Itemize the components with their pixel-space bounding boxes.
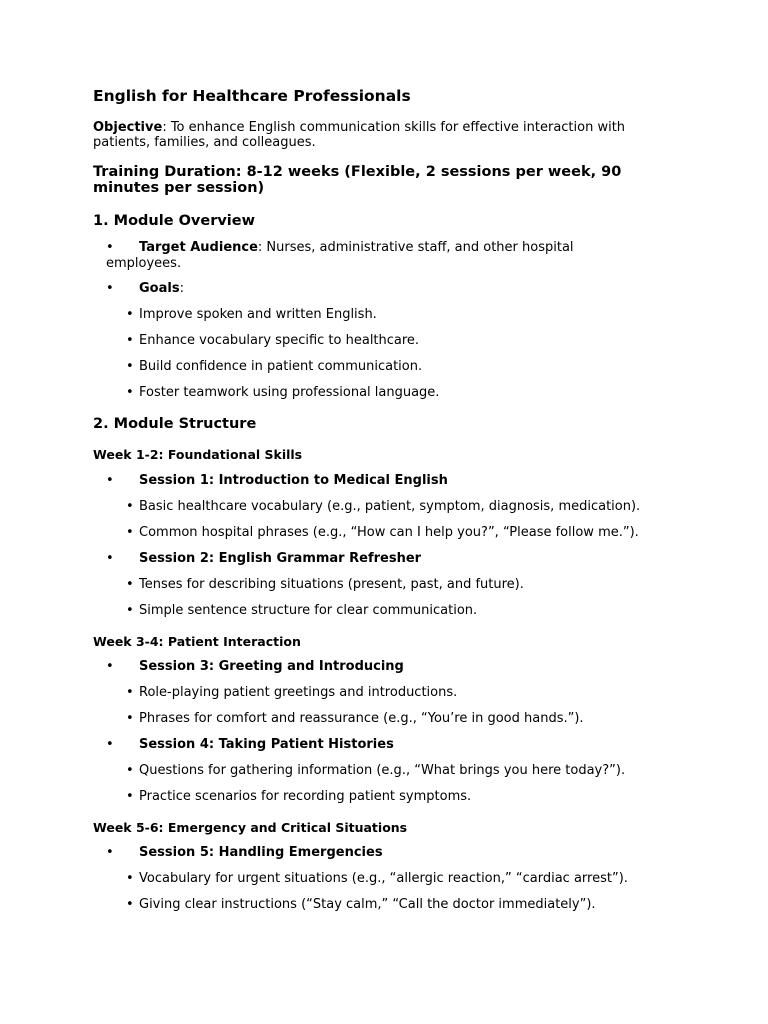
session-title: Session 5: Handling Emergencies [139,845,383,860]
session-item: Tenses for describing situations (present, past, and future). [139,577,524,592]
session-item: Giving clear instructions (“Stay calm,” “Call the doctor immediately”). [139,897,596,912]
session-title: Session 1: Introduction to Medical English [139,473,448,488]
goal-item: Enhance vocabulary specific to healthcare. [139,333,420,348]
session-item: Phrases for comfort and reassurance (e.g., “You’re in good hands.”). [139,711,584,726]
sub-bullet-icon: • [126,871,134,886]
objective-label: Objective [93,120,163,135]
sub-bullet-icon: • [126,307,134,322]
overview-heading: 1. Module Overview [93,213,256,229]
session-item: Role-playing patient greetings and introductions. [139,685,458,700]
goal-item: Foster teamwork using professional language. [139,385,440,400]
session-title: Session 2: English Grammar Refresher [139,551,422,566]
bullet-icon: • [106,551,114,566]
bullet-icon: • [106,240,114,255]
session-item: Practice scenarios for recording patient symptoms. [139,789,472,804]
target-audience-line-2: employees. [106,256,182,271]
goals-line [139,281,184,296]
objective-line-1 [93,120,625,135]
objective-text-1: : To enhance English communication skills for effective interaction with [162,120,626,135]
bullet-icon: • [106,737,114,752]
target-audience-line-1 [139,240,574,255]
sub-bullet-icon: • [126,333,134,348]
bullet-icon: • [106,281,114,296]
session-title: Session 3: Greeting and Introducing [139,659,404,674]
bullet-icon: • [106,659,114,674]
week-heading: Week 1-2: Foundational Skills [93,447,303,462]
duration-line-1: Training Duration: 8-12 weeks (Flexible, 2 sessions per week, 90 [93,164,622,180]
session-item: Common hospital phrases (e.g., “How can I help you?”, “Please follow me.”). [139,525,639,540]
goals-label: Goals [139,281,180,296]
duration-line-2: minutes per session) [93,180,265,196]
goal-item: Improve spoken and written English. [139,307,377,322]
target-audience-label: Target Audience [139,240,258,255]
sub-bullet-icon: • [126,525,134,540]
structure-heading: 2. Module Structure [93,416,257,432]
sub-bullet-icon: • [126,359,134,374]
week-heading: Week 3-4: Patient Interaction [93,634,301,649]
objective-line-2: patients, families, and colleagues. [93,135,316,150]
sub-bullet-icon: • [126,685,134,700]
sub-bullet-icon: • [126,711,134,726]
sub-bullet-icon: • [126,763,134,778]
sub-bullet-icon: • [126,789,134,804]
document-title: English for Healthcare Professionals [93,87,411,105]
session-item: Basic healthcare vocabulary (e.g., patient, symptom, diagnosis, medication). [139,499,641,514]
session-item: Questions for gathering information (e.g., “What brings you here today?”). [139,763,626,778]
session-title: Session 4: Taking Patient Histories [139,737,394,752]
bullet-icon: • [106,845,114,860]
sub-bullet-icon: • [126,577,134,592]
week-heading: Week 5-6: Emergency and Critical Situations [93,820,408,835]
target-audience-text: : Nurses, administrative staff, and other hospital [257,240,574,255]
sub-bullet-icon: • [126,897,134,912]
session-item: Vocabulary for urgent situations (e.g., “allergic reaction,” “cardiac arrest”). [139,871,628,886]
goals-colon: : [179,281,184,296]
session-item: Simple sentence structure for clear communication. [139,603,478,618]
sub-bullet-icon: • [126,385,134,400]
sub-bullet-icon: • [126,499,134,514]
sub-bullet-icon: • [126,603,134,618]
bullet-icon: • [106,473,114,488]
goal-item: Build confidence in patient communication. [139,359,423,374]
